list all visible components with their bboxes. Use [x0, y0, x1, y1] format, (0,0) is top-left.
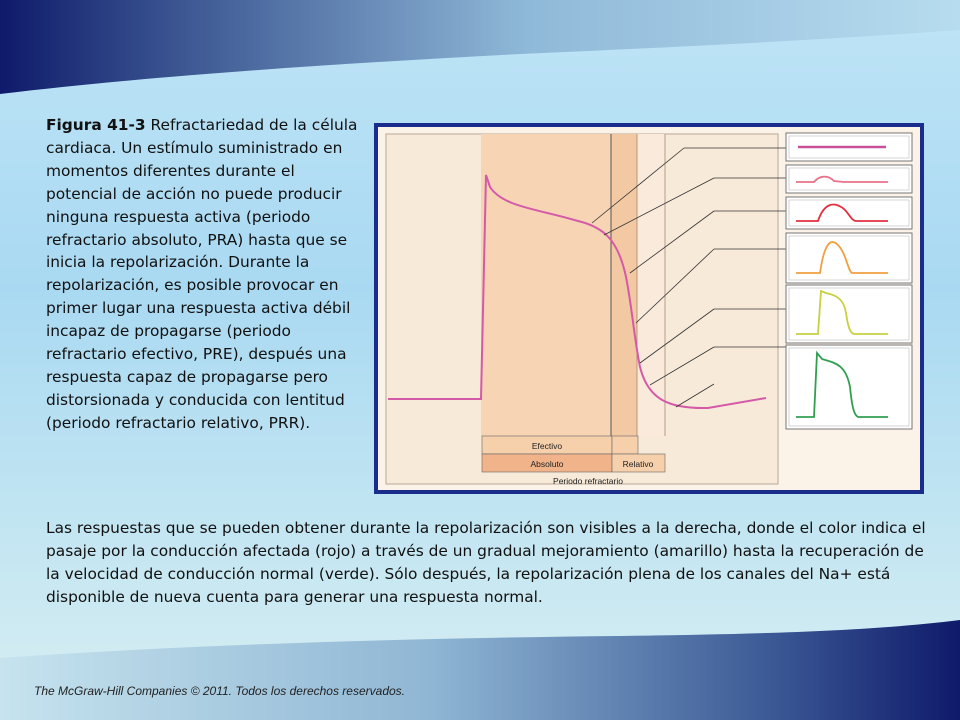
- label-efectivo: Efectivo: [531, 441, 563, 451]
- label-absoluto: Absoluto: [530, 459, 564, 469]
- label-periodo-refractario: Periodo refractario: [553, 476, 623, 486]
- footer-band: [0, 620, 960, 720]
- efectivo-bar-end: [612, 436, 638, 454]
- figure-caption-left: [46, 114, 364, 435]
- label-relativo: Relativo: [622, 459, 654, 469]
- effective-zone: [611, 134, 637, 436]
- figure-label: Figura 41-3: [46, 116, 146, 134]
- refractory-diagram: [378, 127, 920, 490]
- figure-caption-bottom: Las respuestas que se pueden obtener durante la repolarización son visibles a la derecha, donde el color indica el pasaje por la conducción afectada (rojo) a través de un gradual mejoramiento (amarillo) hasta la recuperación de la velocidad de conducción normal (verde). Sólo después, la repolarización plena de los canales del Na+ está disponible de nueva cuenta para generar una respuesta normal.: [46, 519, 926, 606]
- caption-text: Refractariedad de la célula cardiaca. Un estímulo suministrado en momentos diferentes durante el potencial de acción no puede producir ninguna respuesta activa (periodo refractario absoluto, PRA) hasta que se inicia la repolarización. Durante la repolarización, es posible provocar en primer lugar una respuesta activa débil incapaz de propagarse (periodo refractario efectivo, PRE), después una respuesta capaz de propagarse pero distorsionada y conducida con lentitud (periodo refractario relativo, PRR).: [46, 116, 358, 432]
- absolute-zone: [481, 134, 611, 436]
- copyright-notice: The McGraw-Hill Companies © 2011. Todos los derechos reservados.: [34, 684, 406, 698]
- header-band: [0, 0, 960, 110]
